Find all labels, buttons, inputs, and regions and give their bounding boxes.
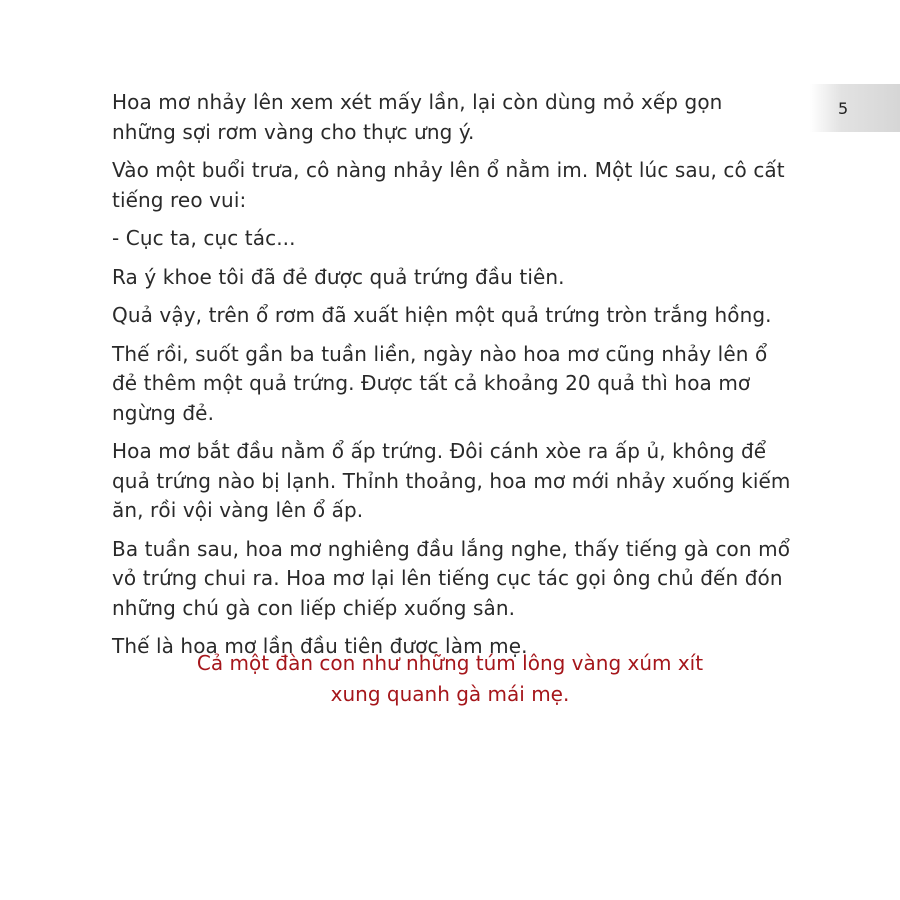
paragraph-3: - Cục ta, cục tác... (112, 226, 296, 250)
paragraph-5: Quả vậy, trên ổ rơm đã xuất hiện một quả trứng tròn trắng hồng. (112, 303, 772, 327)
page-number: 5 (838, 98, 849, 118)
caption (100, 648, 800, 710)
page-number-tab (810, 84, 900, 132)
paragraph-9: Thế là hoa mơ lần đầu tiên được làm mẹ. (112, 634, 528, 658)
paragraph-8: Ba tuần sau, hoa mơ nghiêng đầu lắng nghe, thấy tiếng gà con mổ vỏ trứng chui ra. Hoa mơ lại lên tiếng cục tác gọi ông chủ đến đón những chú gà con liếp chiếp xuống sân. (112, 536, 791, 620)
caption-line-2: xung quanh gà mái mẹ. (330, 682, 570, 706)
paragraph-6: Thế rồi, suốt gần ba tuần liền, ngày nào hoa mơ cũng nhảy lên ổ đẻ thêm một quả trứng. Được tất cả khoảng 20 quả thì hoa mơ ngừng đẻ. (112, 341, 768, 425)
paragraph-2: Vào một buổi trưa, cô nàng nhảy lên ổ nằm im. Một lúc sau, cô cất tiếng reo vui: (112, 158, 785, 212)
caption-line-1: Cả một đàn con như những túm lông vàng xúm xít (196, 651, 704, 675)
paragraph-1: Hoa mơ nhảy lên xem xét mấy lần, lại còn dùng mỏ xếp gọn những sợi rơm vàng cho thực ưng ý. (112, 90, 723, 144)
story-body (112, 88, 792, 671)
paragraph-4: Ra ý khoe tôi đã đẻ được quả trứng đầu tiên. (112, 264, 565, 289)
paragraph-7: Hoa mơ bắt đầu nằm ổ ấp trứng. Đôi cánh xòe ra ấp ủ, không để quả trứng nào bị lạnh. Thỉnh thoảng, hoa mơ mới nhảy xuống kiếm ăn, rồi vội vàng lên ổ ấp. (112, 439, 791, 522)
